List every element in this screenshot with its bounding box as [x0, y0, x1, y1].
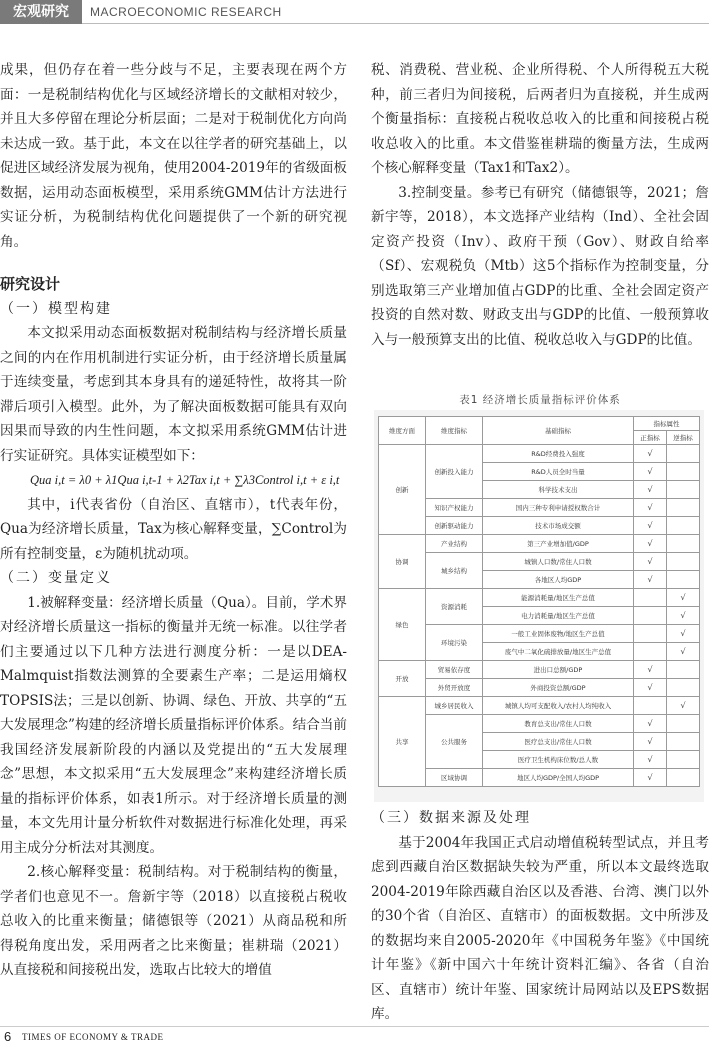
table-row — [379, 589, 700, 607]
table-row — [379, 625, 700, 643]
section-title: 研究设计 — [0, 275, 61, 293]
table-cell-base: 能源消耗量/地区生产总值 — [483, 589, 634, 607]
table-cell-sub: 公共服务 — [426, 715, 483, 769]
table-header-cell: 逆指标 — [667, 431, 700, 445]
table-cell-base: 废气中二氧化硫排放量/地区生产总值 — [483, 643, 634, 661]
table-cell-sub: 城乡居民收入 — [426, 697, 483, 715]
table-cell-base: 一般工业固体废物/地区生产总值 — [483, 625, 634, 643]
data-paragraph: 基于2004年我国正式启动增值税转型试点，并且考虑到西藏自治区数据缺失较为严重，所以本文最终选取2004-2019年除西藏自治区以及香港、台湾、澳门以外的30个省（自治区、直辖市）的面板数据。文中所涉及的数据均来自2005-2020年《中国税务年鉴》《中国统计年鉴》《新中国六十年统计资料汇编》、各省（自治区、直辖市）统计年鉴、国家统计局网站以及EPS数据库。 — [371, 834, 709, 1022]
table-cell-sub: 创新驱动能力 — [426, 517, 483, 535]
table-row — [379, 553, 700, 571]
table-cell-neg — [667, 679, 700, 697]
table-cell-sub: 外贸开放度 — [426, 679, 483, 697]
table-header-cell: 基础指标 — [483, 417, 634, 445]
table-cell-pos: √ — [634, 481, 667, 499]
table-cell-neg — [667, 733, 700, 751]
table-cell-neg — [667, 769, 700, 787]
table-cell-neg: √ — [667, 697, 700, 715]
table-cell-base: R&D人员全时当量 — [483, 463, 634, 481]
table-cell-neg — [667, 553, 700, 571]
table-cell-pos: √ — [634, 715, 667, 733]
table-cell-neg — [667, 499, 700, 517]
table-cell-base: 教育总支出/常住人口数 — [483, 715, 634, 733]
dependent-variable-paragraph: 1.被解释变量：经济增长质量（Qua）。目前，学术界对经济增长质量这一指标的衡量并无统一标准。以往学者们主要通过以下几种方法进行测度分析：一是以DEA-Malmquist指数法测算的全要素生产率；二是运用熵权TOPSIS法；三是以创新、协调、绿色、开放、共享的“五大发展理念”构建的经济增长质量指标评价体系。结合当前我国经济发展新阶段的内涵以及党提出的“五大发展理念”思想，本文拟采用“五大发展理念”来构建经济增长质量的指标评价体系，如表1所示。对于经济增长质量的测量，本文先用计量分析软件对数据进行标准化处理，再采用主成分分析法对其测度。 — [0, 594, 347, 856]
table-body — [379, 445, 700, 787]
table-cell-neg: √ — [667, 625, 700, 643]
table-cell-base: 进出口总额/GDP — [483, 661, 634, 679]
page-number: 6 — [4, 1029, 12, 1044]
core-variable-paragraph: 2.核心解释变量：税制结构。对于税制结构的衡量，学者们也意见不一。詹新宇等（2018）以直接税占税收总收入的比重来衡量；储德银等（2021）从商品税和所得税角度出发，采用两者之比来衡量；崔耕瑞（2021）从直接税和间接税出发，选取占比较大的增值 — [0, 864, 347, 978]
table-row — [379, 679, 700, 697]
table-cell-dim: 开放 — [379, 661, 426, 697]
page-footer — [0, 1026, 709, 1048]
table-cell-base: 各地区人均GDP — [483, 571, 634, 589]
table-row — [379, 769, 700, 787]
table-cell-neg: √ — [667, 643, 700, 661]
control-variable-paragraph: 3.控制变量。参考已有研究（储德银等，2021；詹新宇等，2018），本文选择产业结构（Ind）、全社会固定资产投资（Inv）、政府干预（Gov）、财政自给率（Sf）、宏观税负（Mtb）这5个指标作为控制变量，分别选取第三产业增加值占GDP的比重、全社会固定资产投资的自然对数、财政支出与GDP的比值、一般预算收入与一般预算支出的比值、税收总收入与GDP的比值。 — [371, 184, 709, 348]
section-label: 宏观研究 — [0, 0, 82, 24]
table-row — [379, 535, 700, 553]
table-panel — [374, 410, 704, 802]
table-cell-sub: 资源消耗 — [426, 589, 483, 625]
table-cell-pos: √ — [634, 499, 667, 517]
table-header-cell: 正指标 — [634, 431, 667, 445]
table-cell-base: 电力消耗量/地区生产总值 — [483, 607, 634, 625]
table-cell-sub: 贸易依存度 — [426, 661, 483, 679]
table-cell-neg — [667, 535, 700, 553]
table-cell-neg — [667, 571, 700, 589]
table-cell-base: 国内三种专利申请授权数合计 — [483, 499, 634, 517]
table-header-cell: 维度指标 — [426, 417, 483, 445]
table-cell-base: 外商投资总额/GDP — [483, 679, 634, 697]
table-cell-neg — [667, 661, 700, 679]
table-cell-pos: √ — [634, 751, 667, 769]
table-cell-pos: √ — [634, 571, 667, 589]
table-cell-neg — [667, 445, 700, 463]
subsection-model: （一）模型构建 — [0, 300, 112, 317]
table-cell-pos — [634, 589, 667, 607]
table-cell-base: 地区人均GDP/全国人均GDP — [483, 769, 634, 787]
page-header — [0, 0, 709, 24]
right-column — [371, 58, 709, 352]
table-cell-pos: √ — [634, 733, 667, 751]
table-cell-sub: 环境污染 — [426, 625, 483, 661]
table-cell-neg — [667, 517, 700, 535]
table-cell-base: 医疗卫生机构床位数/总人数 — [483, 751, 634, 769]
table-cell-pos: √ — [634, 517, 667, 535]
table-cell-sub: 知识产权能力 — [426, 499, 483, 517]
table-header-cell: 指标属性 — [634, 417, 700, 431]
table-row — [379, 517, 700, 535]
table-cell-base: 城镇人口数/常住人口数 — [483, 553, 634, 571]
table-cell-base: R&D经费投入强度 — [483, 445, 634, 463]
model-formula: Qua i,t = λ0 + λ1Qua i,t-1 + λ2Tax i,t + ∑λ3Control i,t + ε i,t — [30, 473, 340, 487]
table-cell-sub: 城乡结构 — [426, 553, 483, 589]
subsection-data: （三）数据来源及处理 — [371, 810, 531, 826]
journal-section-name: MACROECONOMIC RESEARCH — [90, 5, 282, 19]
table-header-cell: 维度方面 — [379, 417, 426, 445]
table-cell-sub: 区域协调 — [426, 769, 483, 787]
table-cell-pos: √ — [634, 679, 667, 697]
intro-paragraph: 成果，但仍存在着一些分歧与不足，主要表现在两个方面：一是税制结构优化与区域经济增长的文献相对较少，并且大多停留在理论分析层面；二是对于税制优化方向尚未达成一致。基于此，本文在以往学者的研究基础上，以促进区域经济发展为视角，使用2004-2019年的省级面板数据，运用动态面板模型，采用系统GMM估计方法进行实证分析，为税制结构优化问题提供了一个新的研究视角。 — [0, 62, 347, 250]
table-row — [379, 697, 700, 715]
table-cell-pos — [634, 643, 667, 661]
model-paragraph: 本文拟采用动态面板数据对税制结构与经济增长质量之间的内在作用机制进行实证分析，由于经济增长质量属于连续变量，考虑到其本身具有的递延特性，故将其一阶滞后项引入模型。此外，为了解决面板数据可能具有双向因果而导致的内生性问题，本文拟采用系统GMM估计进行实证研究。具体实证模型如下： — [0, 325, 347, 464]
table-row — [379, 715, 700, 733]
table-cell-pos: √ — [634, 445, 667, 463]
table-cell-dim: 协调 — [379, 535, 426, 589]
table-cell-neg: √ — [667, 589, 700, 607]
table-row — [379, 661, 700, 679]
variables-paragraph: 其中，i代表省份（自治区、直辖市），t代表年份，Qua为经济增长质量，Tax为核心解释变量，∑Control为所有控制变量，ε为随机扰动项。 — [0, 496, 347, 562]
table-cell-pos — [634, 625, 667, 643]
table-cell-pos: √ — [634, 769, 667, 787]
table-cell-neg: √ — [667, 607, 700, 625]
table-cell-base: 城镇人均可支配收入/农村人均纯收入 — [483, 697, 634, 715]
table-cell-neg — [667, 715, 700, 733]
table-cell-base: 科学技术支出 — [483, 481, 634, 499]
footer-rule — [0, 1026, 709, 1027]
table-cell-pos: √ — [634, 661, 667, 679]
table-cell-base: 第三产业增加值/GDP — [483, 535, 634, 553]
table-cell-pos — [634, 607, 667, 625]
right-column-bottom — [371, 806, 709, 1027]
table-cell-pos — [634, 697, 667, 715]
table-cell-sub: 产业结构 — [426, 535, 483, 553]
table-cell-pos: √ — [634, 463, 667, 481]
table-row — [379, 445, 700, 463]
table-cell-dim: 绿色 — [379, 589, 426, 661]
subsection-variables: （二）变量定义 — [0, 570, 112, 586]
indicator-table — [378, 416, 700, 787]
table-cell-dim: 创新 — [379, 445, 426, 535]
table-cell-neg — [667, 463, 700, 481]
table-title: 表1 经济增长质量指标评价体系 — [459, 394, 621, 406]
table-cell-base: 医疗总支出/常住人口数 — [483, 733, 634, 751]
table-cell-pos: √ — [634, 535, 667, 553]
table-cell-pos: √ — [634, 553, 667, 571]
table-row — [379, 499, 700, 517]
core-variable-continued: 税、消费税、营业税、企业所得税、个人所得税五大税种，前三者归为间接税，后两者归为直接税，并生成两个衡量指标：直接税占税收总收入的比重和间接税占税收总收入的比重。本文借鉴崔耕瑞的衡量方法，生成两个核心解释变量（Tax1和Tax2）。 — [371, 62, 709, 176]
table-cell-neg — [667, 481, 700, 499]
left-column — [0, 58, 347, 983]
footer-journal: TIMES OF ECONOMY & TRADE — [22, 1032, 164, 1042]
header-rule — [82, 23, 709, 24]
table-cell-neg — [667, 751, 700, 769]
table-cell-sub: 创新投入能力 — [426, 445, 483, 499]
table-cell-base: 技术市场成交额 — [483, 517, 634, 535]
table-cell-dim: 共享 — [379, 697, 426, 787]
